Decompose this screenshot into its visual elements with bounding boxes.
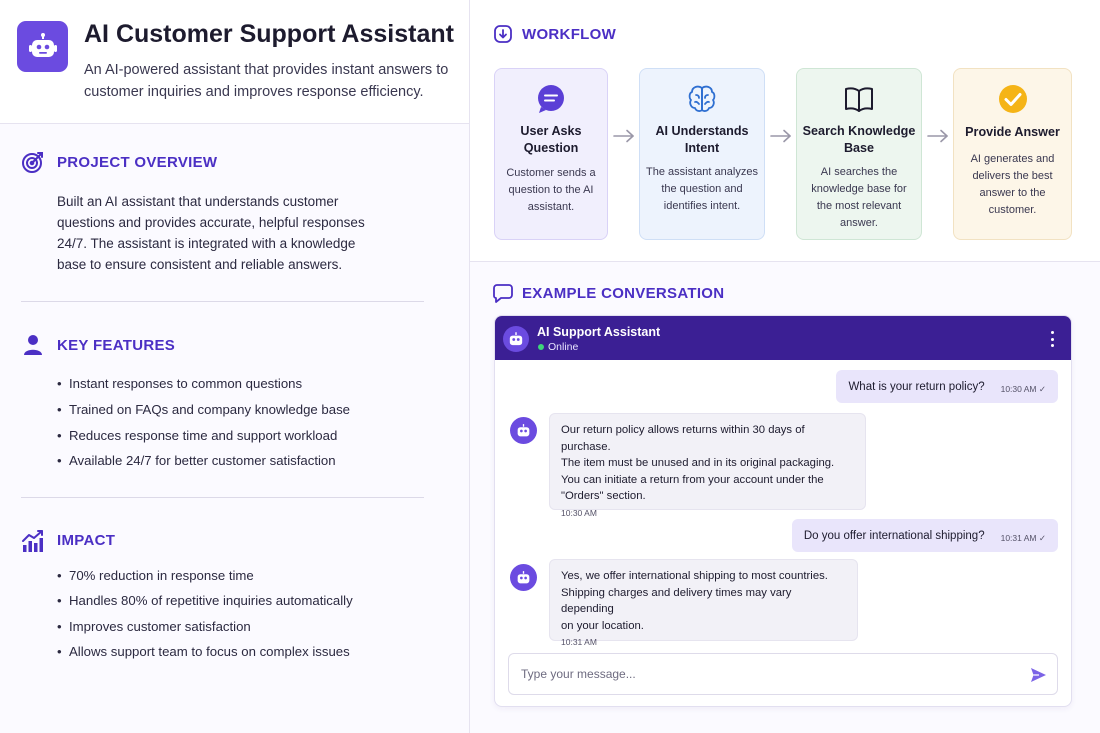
message-time: 10:31 AM ✓	[1000, 533, 1046, 543]
section-title-overview: PROJECT OVERVIEW	[57, 154, 218, 171]
book-icon	[843, 83, 875, 115]
message-line: Shipping charges and delivery times may vary depending	[561, 586, 792, 615]
chat-window	[494, 315, 1072, 707]
step-description: AI searches the knowledge base for the most relevant answer.	[811, 166, 907, 229]
list-item: • Reduces response time and support workload	[57, 423, 350, 449]
arrow-right-icon	[613, 129, 635, 143]
message-line: The item must be unused and in its original packaging.	[561, 457, 835, 469]
section-title-workflow: WORKFLOW	[522, 26, 617, 43]
message-time: 10:30 AM	[561, 507, 597, 518]
workflow-step-ask	[494, 68, 608, 240]
more-options-icon[interactable]	[1049, 331, 1055, 347]
step-title: Search Knowledge Base	[802, 124, 916, 155]
robot-icon	[510, 564, 537, 591]
list-item: • Available 24/7 for better customer satisfaction	[57, 448, 350, 474]
page-subtitle: An AI-powered assistant that provides instant answers to customer inquiries and improves response efficiency.	[84, 62, 449, 100]
step-description: Customer sends a question to the AI assistant.	[506, 167, 596, 213]
user-message	[792, 519, 1058, 552]
chat-header	[495, 316, 1071, 360]
robot-icon	[503, 326, 529, 352]
list-item: • Improves customer satisfaction	[57, 614, 353, 639]
message-line: "Orders" section.	[561, 490, 646, 502]
message-input-box	[508, 653, 1058, 695]
list-item: • Instant responses to common questions	[57, 371, 350, 397]
right-panel	[470, 0, 1100, 733]
section-title-impact: IMPACT	[57, 532, 116, 549]
arrow-right-icon	[927, 129, 949, 143]
impact-list	[57, 563, 353, 664]
step-title: User Asks Question	[520, 124, 582, 155]
workflow-step-intent	[639, 68, 765, 240]
robot-icon	[17, 21, 68, 72]
features-list	[57, 371, 350, 474]
bot-message	[549, 413, 866, 518]
page-header	[0, 0, 469, 124]
workflow-step-search	[796, 68, 922, 240]
message-line: You can initiate a return from your account under the	[561, 473, 824, 486]
chart-growth-icon	[21, 529, 45, 553]
left-panel	[0, 0, 470, 733]
online-dot	[538, 344, 544, 350]
bot-message	[549, 559, 858, 647]
brain-icon	[686, 83, 718, 115]
user-message	[836, 370, 1058, 403]
message-text: What is your return policy?	[848, 380, 985, 393]
target-icon	[21, 150, 45, 174]
robot-icon	[510, 417, 537, 444]
chat-bubble-icon	[535, 83, 567, 115]
list-item: • 70% reduction in response time	[57, 563, 353, 588]
download-circle-icon	[493, 24, 513, 44]
message-text: Do you offer international shipping?	[803, 529, 985, 542]
section-title-conversation: EXAMPLE CONVERSATION	[522, 285, 725, 302]
assistant-status: Online	[548, 341, 579, 353]
step-description: AI generates and delivers the best answer to the customer.	[970, 153, 1055, 216]
assistant-name: AI Support Assistant	[537, 325, 661, 339]
divider	[21, 301, 424, 302]
step-description: The assistant analyzes the question and identifies intent.	[646, 166, 758, 212]
message-line: on your location.	[561, 619, 644, 632]
workflow-section	[470, 0, 1100, 262]
list-item: • Handles 80% of repetitive inquiries automatically	[57, 588, 353, 613]
message-time: 10:30 AM ✓	[1000, 384, 1046, 394]
divider	[21, 497, 424, 498]
page-title: AI Customer Support Assistant	[84, 20, 454, 48]
message-input[interactable]	[509, 654, 1009, 694]
message-line: Our return policy allows returns within 30 days of purchase.	[561, 424, 805, 453]
send-icon[interactable]	[1029, 666, 1047, 684]
list-item: • Allows support team to focus on complex issues	[57, 639, 353, 664]
step-title: Provide Answer	[965, 125, 1060, 139]
check-circle-icon	[997, 83, 1029, 115]
user-icon	[21, 333, 45, 357]
chat-outline-icon	[493, 283, 513, 303]
section-title-features: KEY FEATURES	[57, 337, 176, 354]
list-item: • Trained on FAQs and company knowledge base	[57, 397, 350, 423]
workflow-step-answer	[953, 68, 1072, 240]
message-line: Yes, we offer international shipping to most countries.	[561, 570, 828, 582]
step-title: AI Understands Intent	[655, 124, 749, 155]
overview-text: Built an AI assistant that understands customer questions and provides accurate, helpful responses 24/7. The assistant is integrated with a knowledge base to ensure consistent and reliable answers.	[57, 194, 365, 272]
arrow-right-icon	[770, 129, 792, 143]
message-time: 10:31 AM	[561, 637, 597, 647]
